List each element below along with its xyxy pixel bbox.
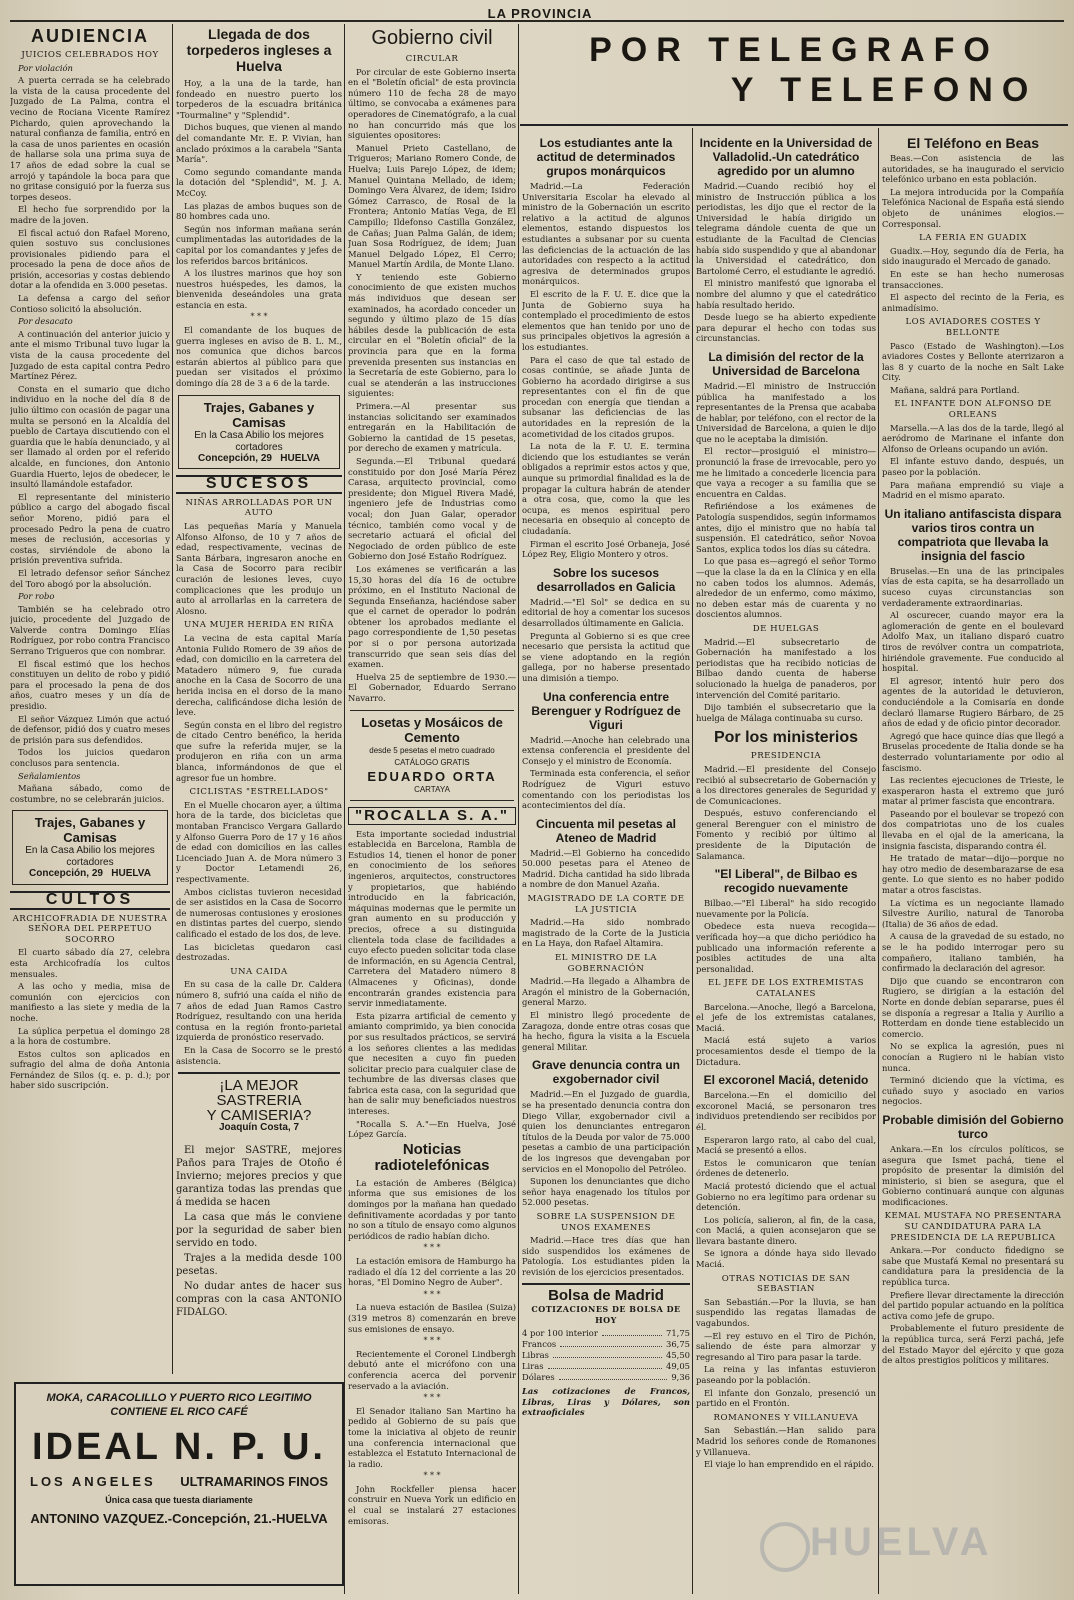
ad-title: Trajes, Gabanes y Camisas [203, 399, 315, 430]
ad-address [17, 869, 163, 880]
ad-cafe-store: LOS ANGELES [30, 1474, 156, 1489]
paragraph: Estos le comunicaron que tenían órdenes de detenerlo. [696, 1157, 876, 1179]
subtitle: JUICIOS CELEBRADOS HOY [21, 50, 159, 60]
article-title: Cincuenta mil pesetas al Ateneo de Madrid [535, 816, 677, 845]
ad-title: Trajes, Gabanes y Camisas [34, 815, 146, 846]
paragraph: Bruselas.—En una de las principales vías de esta capita, se ha desarrollado un suceso cuyas circunstancias son verdaderamente extraordinarias. [882, 565, 1064, 608]
article-title: La dimisión del rector de la Universidad de Barcelona [708, 349, 864, 378]
article-title: "ROCALLA S. A." [348, 807, 516, 825]
column-telefono [882, 130, 1064, 1594]
paragraph: Madrid.—El presidente del Consejo recibió al subsecretario de Gobernación y a los directores generales de Seguridad y de Comunicaciones. [696, 763, 876, 806]
paragraph: Esta importante sociedad industrial establecida en Barcelona, Rambla de Estudios 14, tienen el honor de poner en conocimiento de los señores ingenieros, arquitectos, constructores y propietarios, que habiéndo introducido en la fabricación, máquinas modernas que le permite un gran aumento en su producción y precios, ofrece a su distinguida clientela toda clase de facilidades a cuyo efecto pueden solicitar toda clase de información, en su Agencia Central, Carretera del Matadero número 8 (Almacenes y Oficinas), donde encontrarán grandes existencia para servir inmediatamente. [348, 828, 516, 1009]
paragraph: El aspecto del recinto de la Feria, es animadísimo. [882, 292, 1064, 313]
paragraph: En este se han hecho numerosas transacciones. [882, 268, 1064, 290]
bolsa-row-value: 71,75 [666, 1328, 690, 1339]
paragraph: Madrid.—Ha llegado a Alhambra de Aragón el ministro de la Gobernación, general Marzo. [522, 976, 690, 1008]
paragraph: Barcelona.—En el domicilio del excoronel Maciá, se personaron tres individuos pretendiendo ser recibidos por él. [696, 1090, 876, 1132]
bolsa-row [522, 1372, 690, 1383]
paragraph: Consta en el sumario que dicho individuo en la noche del día 8 de julio último con ocasión de pagar una multa se personó en la Alcaldía del pueblo de Cartaya discutiendo con el guardia que le había denunciado, y al ser llamado al orden por el referido alcalde, en funciones, don Antonio Guardia Huerto, lejos de obedecer, le insultó llamándole estafador. [10, 383, 170, 490]
ad-cafe-line-5: Única casa que tuesta diariamente [105, 1495, 253, 1505]
paragraph: Barcelona.—Anoche, llegó a Barcelona, el jefe de los extremistas catalanes, Maciá. [696, 1001, 876, 1033]
column-gobierno-civil [348, 24, 516, 1594]
subhead: DE HUELGAS [752, 623, 820, 634]
ad-text: CATÁLOGO GRATIS [394, 757, 470, 767]
paragraph: San Sebastián.—Por la lluvia, se han suspendido las regatas llamadas de vagabundos. [696, 1296, 876, 1329]
paragraph: El infante estuvo dando, después, un paseo por la población. [882, 456, 1064, 478]
paragraph: Ankara.—Por conducto fidedigno se sabe que Mustafá Kemal no presentará su candidatura para la presidencia de la república turca. [882, 1245, 1064, 1288]
bolsa-row-name: Dólares [522, 1372, 555, 1383]
paragraph: La súplica perpetua el domingo 28 a la hora de costumbre. [10, 1025, 170, 1047]
paragraph: Agregó que hace quince días que llegó a Bruselas procedente de Italia donde se ha desterrado voluntariamente por odio al fascismo. [882, 730, 1064, 773]
paragraph: Madrid.—El ministro de Instrucción pública ha manifestado a los representantes de la Prensa que acababa de hablar, por teléfono, con el rector de la Universidad de Barcelona, a quien le dijo que no le aceptaba la dimisión. [696, 380, 876, 444]
paragraph: Recientemente el Coronel Lindbergh debutó ante el micrófono con una conferencia acerca del porvenir reservado a la aviación. [348, 1348, 516, 1391]
paragraph: Madrid.—La Federación Universitaria Escolar ha elevado al ministro de la Gobernación un escrito relativo a la actitud de algunos elementos, estando dispuestos los estudiantes a subsanar por su cuenta las deficiencias de la actuación de las autoridades con respecto a la actitud agresiva de determinados grupos monárquicos. [522, 181, 690, 287]
paragraph: La estación emisora de Hamburgo ha radiado el día 12 del corriente a las 20 horas, "El Domino Negro de Auber". [348, 1256, 516, 1288]
subhead: LA FERIA EN GUADIX [919, 233, 1027, 244]
paragraph: La vecina de esta capital María Antonia Fulido Romero de 39 años de edad, con domicilio en la carretera del Matadero número 9, fue curada anoche en la Casa de Socorro de una herida incisa en el dorso de la mano derecha, calificándose dicha lesión de leve. [176, 632, 342, 718]
column-universidad [696, 130, 876, 1594]
bolsa-row [522, 1328, 690, 1339]
ad-cafe-row [16, 1474, 342, 1489]
top-rule [10, 20, 1064, 22]
article-title: Por los ministerios [713, 729, 859, 747]
paragraph: El hecho fue sorprendido por la madre de la joven. [10, 204, 170, 225]
subhead: ROMANONES Y VILLANUEVA [713, 1412, 859, 1423]
ad-cafe-line-2: CONTIENE EL RICO CAFÉ [110, 1406, 248, 1418]
paragraph: Mañana sábado, como de costumbre, no se celebrarán juicios. [10, 783, 170, 804]
paragraph: Dijo que cuando se encontraron con Rugiero, se dirigían a la estación del Norte en donde debían separarse, pues él se disponía a regresar a Italia y Aurilio a Rotterdam en donde tiene establecido un comercio. [882, 975, 1064, 1039]
paragraph: En el Muelle chocaron ayer, a última hora de la tarde, dos bicicletas que montaban Francisco Vergara Gallardo y Alfonso Guerra Poro de 17 y 16 años de edad con domicilios en las calles Licenciado Juan A. de Mora número 3 y Doctor Letamendi 26, respectivamente. [176, 799, 342, 884]
subhead: EL INFANTE DON ALFONSO DE ORLEANS [894, 399, 1052, 421]
subhead: SOBRE LA SUSPENSION DE UNOS EXAMENES [536, 1211, 676, 1233]
subhead: LOS AVIADORES COSTES Y BELLONTE [905, 317, 1041, 338]
column-divider [692, 128, 693, 1594]
paragraph: Las bicicletas quedaron casi destrozadas. [176, 941, 342, 963]
column-divider [878, 128, 879, 1594]
article-title: "El Liberal", de Bilbao es recogido nuevamente [714, 867, 858, 896]
paragraph: Madrid.—Ha sido nombrado magistrado de la Corte de la Justicia en La Haya, don Rafael Altamira. [522, 917, 690, 949]
paragraph: Madrid.—Anoche han celebrado una extensa conferencia el presidente del Consejo y el ministro de Economía. [522, 734, 690, 766]
paragraph: Dijo también el subsecretario que la huelga de Málaga continuaba su curso. [696, 702, 876, 723]
paragraph: Se ignora a dónde haya sido llevado Maciá. [696, 1248, 876, 1270]
paragraph: Trajes a la medida desde 100 pesetas. [176, 1252, 342, 1277]
article-title: Grave denuncia contra un exgobernador civil [531, 1058, 681, 1087]
banner-line-2: Y TELEFONO [730, 71, 1038, 109]
ad-text: En la Casa Abilio los mejores cortadores [194, 429, 324, 453]
paragraph: También se ha celebrado otro juicio, procedente del Juzgado de Valverde contra Domingo Elías Rodríguez, por robo contra Francisco Serrano Trigueros que con nombrar. [10, 603, 170, 657]
paragraph: El escrito de la F. U. E. dice que la Junta de Gobierno suya ha contemplado el procedimiento de estos elementos que han tenido por uno de sus principales objetivos la agresión a los estudiantes. [522, 288, 690, 352]
paragraph: El ministro manifestó que ignoraba el nombre del alumno y que el catedrático había resultado herido. [696, 278, 876, 310]
subhead: NIÑAS ARROLLADAS POR UN AUTO [185, 497, 333, 519]
separator: * * * [423, 1393, 441, 1403]
paragraph: Los exámenes se verificarán a las 15,30 horas del día 16 de octubre próximo, en el Instituto Nacional de Segunda Enseñanza, haciéndose saber que el carnet de operador lo podrán obtener los aprobados mediante el pago correspondiente de 1,50 pesetas por si o por persona autorizada transcurrido que sean seis días del examen. [348, 563, 516, 670]
subhead: CICLISTAS "ESTRELLADOS" [189, 787, 329, 798]
paragraph: Beas.—Con asistencia de las autoridades, se ha inaugurado el servicio telefónico urbano en esta población. [882, 153, 1064, 185]
ad-cafe-type: ULTRAMARINOS FINOS [180, 1474, 328, 1489]
ad-title: ¡LA MEJOR SASTRERIA [216, 1077, 302, 1110]
paragraph: La defensa a cargo del señor Contioso solicitó la absolución. [10, 293, 170, 314]
paragraph: Madrid.—Cuando recibió hoy el ministro de Instrucción pública a los periodistas, les dijo que el rector de la Universidad le había dirigido un telegrama dándole cuenta de que un estudiante de la Facultad de Ciencias había sido suspendido y que al abandonar la Universidad el catedrático, don Bartolomé Cerro, el estudiante le agredió. [696, 181, 876, 276]
ad-city: CARTAYA [414, 784, 450, 794]
masthead: LA PROVINCIA [487, 6, 593, 21]
paragraph: Madrid.—El subsecretario de Gobernación ha manifestado a los periodistas que ha recibido noticias de Bilbao dando cuenta de haberse solucionado la huelga de panaderos, por intervención del Comité paritario. [696, 636, 876, 700]
paragraph: El agresor, intentó huir pero dos agentes de la autoridad le detuvieron, conduciéndole a la Comisaría en donde declaró llamarse Rugiero Bárbaro, de 25 años de edad y de oficio pintor decorador. [882, 675, 1064, 729]
paragraph: La casa que más le conviene por la seguridad de saber bien servido en todo. [176, 1211, 342, 1249]
column-divider [344, 24, 345, 1594]
separator: * * * [250, 312, 268, 322]
paragraph: Primera.—Al presentar sus instancias solicitando ser examinados entregarán en la Habilitación de Gobierno la cantidad de 15 pesetas, por derecho de examen y matrícula. [348, 401, 516, 454]
paragraph: A las ocho y media, misa de comunión con ejercicios con manifiesto a las siete y media de la noche. [10, 981, 170, 1023]
paragraph: Bilbao.—"El Liberal" ha sido recogido nuevamente por la Policía. [696, 898, 876, 919]
ad-title-2: Y CAMISERIA? [206, 1107, 312, 1125]
article-title: El Teléfono en Beas [907, 135, 1039, 151]
article-title: Gobierno civil [371, 27, 493, 49]
subhead: MAGISTRADO DE LA CORTE DE LA JUSTICIA [527, 894, 685, 915]
paragraph: No se explica la agresión, pues ni conocían a Rugiero ni le habían visto nunca. [882, 1041, 1064, 1073]
paragraph: Para el caso de que tal estado de cosas continúe, se añade Junta de Gobierno ha acordado dirigirse a sus representantes con el fin de que procedan con energía que tiendan a subsanar las deficiencias de las autoridades en la represión de la acometividad de los citados grupos. [522, 354, 690, 439]
subhead: EL JEFE DE LOS EXTREMISTAS CATALANES [708, 978, 864, 999]
column-audiencia [10, 24, 170, 1594]
paragraph: Prefiere llevar directamente la dirección del partido popular actuando en la política activa como jefe de grupo. [882, 1289, 1064, 1321]
subhead: KEMAL MUSTAFA NO PRESENTARA SU CANDIDATURA PARA LA PRESIDENCIA DE LA REPUBLICA [884, 1211, 1062, 1243]
paragraph: Marsella.—A las dos de la tarde, llegó al aeródromo de Marinane el infante don Alfonso de Orleans ocupando un avión. [882, 422, 1064, 454]
ad-trajes [178, 395, 340, 470]
ad-text: desde 5 pesetas el metro cuadrado [369, 745, 495, 755]
bolsa-row [522, 1339, 690, 1350]
subhead: PRESIDENCIA [750, 751, 822, 762]
ad-trajes [12, 810, 168, 885]
paragraph: Y teniendo este Gobierno conocimiento de que existen muchos más individuos que desean ser examinados, ha acordado conceder un segundo y último plazo de 15 días hábiles desde la publicación de esta circular en el "Boletín oficial" de la provincia para que en la forma prevenida presenten sus instancias en la Secretaría de este Gobierno, para lo cual se atenderán a las instrucciones siguientes: [348, 271, 516, 399]
paragraph: Las pequeñas María y Manuela Alfonso Alfonso, de 10 y 7 años de edad, respectivamente, vecinas de Santa Bárbara, ingresaron anoche en la Casa de Socorro para recibir curación de lesiones leves, cuyo complicaciones que les produjo un auto al arrollarlas en la carretera de Alosno. [176, 521, 342, 616]
leader-dots [559, 1372, 668, 1380]
paragraph: Según nos informan mañana serán cumplimentadas las autoridades de la capital por los comandantes y jefes de los referidos barcos británicos. [176, 223, 342, 266]
bolsa-row-value: 49,05 [666, 1361, 690, 1372]
paragraph: Probablemente el futuro presidente de la república turca, será Ferzi pachá, jefe del Estado Mayor del ejército y que goza de altos prestigios políticos y militares. [882, 1323, 1064, 1366]
paragraph: "Rocalla S. A."—En Huelva, José López García. [348, 1118, 516, 1140]
paragraph: Lo que pasa es—agregó el señor Tormo—que la clase la da en la Clínica y en ella no caben todos los alumnos. Además, alrededor de un enfermo, como máximo, no deben estar más de cuarenta y no doscientos alumnos. [696, 556, 876, 620]
label: Por desacato [18, 316, 73, 327]
paragraph: El fiscal estimó que los hechos constituyen un delito de robo y pidió para el procesado la pena de dos años, cuatro meses y un día de presidio. [10, 658, 170, 712]
paragraph: San Sebastián.—Han salido para Madrid los señores conde de Romanones y Villanueva. [696, 1425, 876, 1457]
paragraph: Mañana, saldrá para Portland. [890, 384, 1020, 395]
label: Señalamientos [18, 770, 81, 781]
article-title: Noticias radiotelefónicas [374, 1140, 490, 1174]
article-title: Los estudiantes ante la actitud de determinados grupos monárquicos [536, 136, 676, 178]
bolsa-row-name: 4 por 100 interior [522, 1328, 598, 1339]
article-title: Un italiano antifascista dispara varios tiros contra un compatriota que llevaba la insignia del fascio [884, 506, 1062, 563]
paragraph: Hoy, a la una de la tarde, han fondeado en nuestro puerto los torpederos de la escuadra británica "Tourmaline" y "Splendid". [176, 78, 342, 120]
column-divider [518, 24, 519, 1594]
paragraph: Ankara.—En los círculos políticos, se asegura que Ismet pachá, tiene el propósito de presentar la dimisión del ministerio, si bien se asegura, que el Gobierno continuará aunque con algunas modificaciones. [882, 1143, 1064, 1207]
subtitle: ARCHICOFRADIA DE NUESTRA SEÑORA DEL PERPETUO SOCORRO [12, 913, 168, 945]
section-title-cultos: CULTOS [10, 891, 170, 910]
paragraph: Los policía, salieron, al fin, de la casa, con Maciá, a quien aconsejaron que se llevara bastante dinero. [696, 1214, 876, 1246]
paragraph: Manuel Prieto Castellano, de Trigueros; Mariano Romero Conde, de Huelva; Luis Parejo López, de idem; Manuel Quintana Mellado, de idem; Domingo Vera Álvarez, de idem; Isidro Gómez Carrasco, de Rosal de la Frontera; Antonio Matías Vega, de El Campillo; Ildefonso Castilla González, de Cañas; Juan Palma Galán, de idem; Juan Sosa Rodríguez, de idem; Juan Manuel Delgado López, El Cerro; Manuel Martín Ardila, de Monte Llano. [348, 142, 516, 270]
paragraph: En su casa de la calle Dr. Caldera número 8, sufrió una caída el niño de 7 años de edad Juan Ramos Castro Rodríguez, resultando con una herida contusa en la región fronto-parietal izquierda de pronóstico reservado. [176, 979, 342, 1043]
paragraph: Esta pizarra artificial de cemento y amianto comprimido, ya bien conocida por sus resultados prácticos, se servirá a los señores clientes a las medidas que necesiten a cuyo fin pueden solicitar precio para cualquier clase de techumbre de las diversas clases que fabrica esta casa, con la seguridad que han de salir muy beneficiados nuestros intereses. [348, 1010, 516, 1117]
article-title: Incidente en la Universidad de Valladolid.-Un catedrático agredido por un alumno [699, 136, 873, 178]
bolsa-row [522, 1361, 690, 1372]
paragraph: Estos cultos son aplicados en sufragio del alma de doña Antonia Fernández de Silos (q. e. p. d.); por haber sido suscripción. [10, 1048, 170, 1091]
paragraph: Madrid.—En el Juzgado de guardia, se ha presentado denuncia contra don Diego Villar, exgobernador civil a quien los denunciantes entregaron títulos de la Deuda por valor de 75.000 pesetas a cambio de una participación de los ingresos que devengaban por servicios en el Monopolio del Petróleo. [522, 1089, 690, 1174]
paragraph: Después, estuvo conferenciando el general Berenguer con el ministro de Fomento y recibió por último al presidente de la Diputación de Salamanca. [696, 808, 876, 861]
paragraph: He tratado de matar—dijo—porque no hay otro medio de desembarazarse de esa gente. Lo que siento es no haber podido matar a otros fascistas. [882, 853, 1064, 896]
paragraph: El infante don Gonzalo, presenció un partido en el Frontón. [696, 1387, 876, 1409]
paragraph: Madrid.—"El Sol" se dedica en su editorial de hoy a comentar los sucesos desarrollados últimamente en Galicia. [522, 596, 690, 628]
paragraph: Paseando por el boulevar se tropezó con dos compatriotas uno de los cuales llevaba en el ojal de la americana, la insignia fascista, disparando contra él. [882, 808, 1064, 851]
watermark [810, 1520, 1010, 1590]
paragraph: Huelva 25 de septiembre de 1930.—El Gobernador, Eduardo Serrano Navarro. [348, 671, 516, 704]
paragraph: Como segundo comandante manda la dotación del "Splendid", M. J. A. McCoy. [176, 166, 342, 198]
paragraph: En la Casa de Socorro se le prestó asistencia. [176, 1044, 342, 1066]
paragraph: Terminada esta conferencia, el señor Rodríguez de Viguri estuvo comentando con los periodistas los acontecimientos del día. [522, 768, 690, 811]
leader-dots [602, 1328, 662, 1336]
watermark-text: HUELVA [810, 1520, 993, 1564]
ad-sastreria [178, 1072, 340, 1138]
ad-street: Concepción, 29 [29, 868, 103, 880]
paragraph: Las plazas de ambos buques son de 80 hombres cada uno. [176, 200, 342, 222]
paragraph: El rector—prosiguió el ministro—pronunció la frase de irrevocable, pero yo me he limitado a concederle licencia para que vaya a recoger a su familia que se encuentra en Caldas. [696, 446, 876, 499]
paragraph: El fiscal actuó don Rafael Moreno, quien sostuvo sus conclusiones provisionales pidiendo para el procesado la pena de doce años de prisión, accesorias y costas debiendo dotar a la ofendida en 3.000 pesetas. [10, 227, 170, 291]
paragraph: La nota de la F. U. E. termina diciendo que los estudiantes se verán obligados a reprimir estos actos y que, aunque su primordial finalidad es la de propagar la cultura habrán de atender a otra cosa, que, como la que les ocupa, es menos espiritual pero necesaria en obsequio al concepto de ciudadanía. [522, 441, 690, 536]
bolsa-title: Bolsa de Madrid [548, 1287, 664, 1305]
paragraph: Suponen los denunciantes que dicho señor haya enagenado los títulos por 52.000 pesetas. [522, 1176, 690, 1208]
telegraph-banner [520, 24, 1068, 124]
paragraph: La reina y las infantas estuvieron paseando por la población. [696, 1364, 876, 1385]
paragraph: A continuación del anterior juicio y ante el mismo Tribunal tuvo lugar la vista de la causa procedente del Juzgado de esta capital contra Pedro Martínez Pérez. [10, 328, 170, 382]
paragraph: Ambos ciclistas tuvieron necesidad de ser asistidos en la Casa de Socorro de numerosas contusiones y erosiones en distintas partes del cuerpo, siendo calificado el estado de los dos, de leve. [176, 886, 342, 939]
subhead: OTRAS NOTICIAS DE SAN SEBASTIAN [721, 1273, 851, 1295]
paragraph: Todos los juicios quedaron conclusos para sentencia. [10, 747, 170, 768]
paragraph: Para mañana emprendió su viaje a Madrid en el mismo aparato. [882, 479, 1064, 501]
paragraph: Madrid.—El Gobierno ha concedido 50.000 pesetas para el Ateneo de Madrid. Dicha cantidad ha sido librada a nombre de don Manuel Azaña. [522, 847, 690, 890]
separator: * * * [423, 1336, 441, 1346]
paragraph: Guadix.—Hoy, segundo día de Feria, ha sido inaugurado el Mercado de ganado. [882, 245, 1064, 267]
ad-cafe-brand: IDEAL N. P. U. [32, 1426, 326, 1468]
paragraph: Por circular de este Gobierno inserta en el "Boletín oficial" de esta provincia número 110 de fecha 28 de mayo último, se convocaba a exámenes para operadores de Cinematógrafo, a la cual no han concurrido más que los siguientes opositores: [348, 66, 516, 141]
column-estudiantes [522, 130, 690, 1594]
paragraph: El viaje lo han emprendido en el rápido. [704, 1459, 874, 1470]
ad-cafe-owner: ANTONINO VAZQUEZ.-Concepción, 21.-HUELVA [30, 1511, 328, 1526]
article-title: Llegada de dos torpederos ingleses a Huelva [186, 26, 332, 74]
paragraph: A causa de la gravedad de su estado, no se le ha podido interrogar pero su compañero, italiano también, ha confirmado la declaración del agresor. [882, 931, 1064, 974]
paragraph: Pregunta al Gobierno si es que cree necesario que persista la actitud que se viene adoptando en la región gallega, por no haberse presentado una dimisión a tiempo. [522, 630, 690, 683]
subhead: CIRCULAR [405, 54, 459, 64]
bolsa-table [522, 1328, 690, 1383]
paragraph: El mejor SASTRE, mejores Paños para Trajes de Otoño é Invierno; mejores precios y que garantiza todas las prendas que á medida se hacen [176, 1144, 342, 1208]
ad-address: Joaquín Costa, 7 [218, 1122, 299, 1134]
subhead: EL MINISTRO DE LA GOBERNACIÓN [555, 953, 657, 974]
paragraph: Firman el escrito José Orbaneja, José López Rey, Eligio Montero y otros. [522, 538, 690, 560]
bolsa-row [522, 1350, 690, 1361]
paragraph: A los ilustres marinos que hoy son nuestros huéspedes, les damos, la bienvenida deseándoles una grata estancia en esta. [176, 268, 342, 310]
watermark-logo-icon [760, 1522, 810, 1572]
article-title: Una conferencia entre Berenguer y Rodríguez de Viguri [531, 689, 681, 732]
bolsa-row-value: 9,36 [671, 1372, 690, 1383]
ad-cafe-line-1: MOKA, CARACOLILLO Y PUERTO RICO LEGITIMO [46, 1392, 312, 1404]
paragraph: —El rey estuvo en el Tiro de Pichón, saliendo de éste para almorzar y regresando al Tiro para pasar la tarde. [696, 1330, 876, 1362]
paragraph: Según consta en el libro del registro de citado Centro benéfico, la herida que sufre la referida mujer, se la produjeron en riña con un arma blanca, informándonos de que el agresor fue un hombre. [176, 719, 342, 783]
label: Por violación [18, 62, 73, 73]
article-title: Sobre los sucesos desarrollados en Galicia [536, 565, 676, 594]
bolsa-box [522, 1283, 690, 1418]
ad-city: HUELVA [280, 452, 320, 464]
ad-name: EDUARDO ORTA [367, 768, 497, 784]
separator: * * * [423, 1471, 441, 1481]
paragraph: Terminó diciendo que la víctima, es cuñado suyo y asociado en varios negocios. [882, 1075, 1064, 1107]
bolsa-row-name: Liras [522, 1361, 544, 1372]
ad-cafe [14, 1382, 344, 1586]
paragraph: Maciá protestó diciendo que el actual Gobierno no era legítimo para ordenar su detención. [696, 1180, 876, 1213]
ad-address [183, 454, 335, 465]
leader-dots [560, 1339, 662, 1347]
ad-title: Losetas y Mosáicos de Cemento [361, 714, 503, 745]
article-title: Probable dimisión del Gobierno turco [882, 1112, 1064, 1141]
paragraph: El comandante de los buques de guerra ingleses en aviso de B. L. M., nos comunica que dichos barcos estarán abiertos al público para que puedan ser visitados el próximo domingo día 28 de 3 a 6 de la tarde. [176, 325, 342, 389]
ad-losetas [350, 710, 514, 801]
paragraph: El cuarto sábado día 27, celebra esta Archicofradía los cultos mensuales. [10, 947, 170, 979]
paragraph: Obedece esta nueva recogida—veríficada hoy—a que dicho periódico ha publicado una información referente a posibles actitudes de una alta personalidad. [696, 921, 876, 974]
paragraph: Maciá está sujeto a varios procesamientos desde el tiempo de la Dictadura. [696, 1035, 876, 1067]
bolsa-subtitle: COTIZACIONES DE BOLSA DE HOY [531, 1304, 681, 1325]
paragraph: Refiriéndose a los exámenes de Patología suspendidos, según informamos antes, dijo el ministro que no había tal suspensión. El catedrático, señor Novoa Santos, explica todos los días su cátedra. [696, 501, 876, 554]
bolsa-note: Las cotizaciones de Francos, Libras, Liras y Dólares, son extraoficiales [522, 1386, 690, 1418]
paragraph: Pasco (Estado de Washington).—Los aviadores Costes y Bellonte aterrizaron a las 8 y cuarto de la noche en Salt Lake City. [882, 340, 1064, 383]
paragraph: La nueva estación de Basilea (Suiza) (319 metros 8) comenzarán en breve sus emisiones de ensayo. [348, 1302, 516, 1334]
bolsa-row-value: 36,75 [666, 1339, 690, 1350]
section-title-sucesos: SUCESOS [176, 475, 342, 494]
paragraph: El letrado defensor señor Sánchez del Toro abogó por la absolución. [10, 567, 170, 589]
paragraph: La estación de Amberes (Bélgica) informa que sus emisiones de los domingos por la mañana han quedado definitivamente acordadas y por tanto no son a título de ensayo como algunos periódicos de radio habían dicho. [348, 1177, 516, 1241]
leader-dots [553, 1350, 662, 1358]
paragraph: La mejora introducida por la Compañía Telefónica Nacional de España está siendo objeto de unánimes elogios.—Corresponsal. [882, 186, 1064, 229]
paragraph: A puerta cerrada se ha celebrado la vista de la causa procedente del Juzgado de La Palma, contra el vecino de Rociana Vicente Ramírez Pichardo, quien aprovechando la natural confianza de familia, entró en la casa de unos parientes en ocasión de hallarse sola una prima suya de 17 años de edad sobre la cual se arrojó y tapándole la boca para que no gritase consiguió por la fuerza sus torpes deseos. [10, 75, 170, 202]
bolsa-row-value: 45,50 [666, 1350, 690, 1361]
paragraph: Dichos buques, que vienen al mando del comandante Mr. E. P. Vivian, han anclado próximos a la carabela "Santa María". [176, 122, 342, 165]
paragraph: No dudar antes de hacer sus compras con la casa ANTONIO FIDALGO. [176, 1280, 342, 1318]
column-divider [172, 24, 173, 1374]
label: Por robo [18, 591, 55, 602]
subhead: UNA MUJER HERIDA EN RIÑA [183, 620, 334, 631]
ad-street: Concepción, 29 [198, 452, 272, 464]
paragraph: Al oscurecer, cuando mayor era la aglomeración de gente en el boulevard Adolfo Max, un italiano disparó cuatro tiros de revólver contra un compatriota, hiriéndole gravemente. Fue conducido al hospital. [882, 610, 1064, 674]
ad-text: En la Casa Abilio los mejores cortadores [25, 845, 155, 869]
paragraph: Esperaron largo rato, al cabo del cual, Maciá se presentó a ellos. [696, 1134, 876, 1156]
paragraph: El Senador italiano San Martino ha pedido al Gobierno de su país que tome la iniciativa al objeto de reunir una conferencia internacional que establezca el Estatuto Internacional de la radio. [348, 1405, 516, 1469]
bolsa-row-name: Libras [522, 1350, 549, 1361]
paragraph: La víctima es un negociante llamado Silvestre Aurilio, natural de Tanoroba (Italia) de 36 años de edad. [882, 897, 1064, 929]
paragraph: Desde luego se ha abierto expediente para depurar el hecho con todas sus circunstancias. [696, 312, 876, 344]
paragraph: Las recientes ejecuciones de Trieste, le exasperaron hasta el extremo que juró matar al primer fascista que encontrara. [882, 775, 1064, 807]
paragraph: El representante del ministerio público a cargo del abogado fiscal señor Moreno, pidió para el procesado Pedro la pena de cuatro meses de reclusión, accesorias y costas, sirviéndole de abono la prisión preventiva sufrida. [10, 491, 170, 566]
paragraph: Madrid.—Hace tres días que han sido suspendidos los exámenes de Patología. Los estudiantes piden la revisión de los ejercicios presentados. [522, 1235, 690, 1277]
separator: * * * [423, 1289, 441, 1299]
subhead: UNA CAIDA [230, 966, 288, 977]
banner-rule [520, 124, 1068, 126]
bolsa-row-name: Francos [522, 1339, 557, 1350]
paragraph: El ministro llegó procedente de Zaragoza, donde entre otras cosas que ha hecho, figura la visita a la Escuela general Militar. [522, 1010, 690, 1052]
ad-city: HUELVA [111, 868, 151, 880]
article-title: El excoronel Maciá, detenido [703, 1073, 869, 1088]
column-torpederos [176, 24, 342, 1374]
section-title-audiencia: AUDIENCIA [30, 26, 149, 46]
paragraph: El señor Vázquez Limón que actuó de defensor, pidió dos y cuatro meses de prisión para sus defendidos. [10, 713, 170, 745]
leader-dots [548, 1361, 662, 1369]
banner-line-1: POR TELEGRAFO [589, 31, 999, 69]
paragraph: John Rockfeller piensa hacer construir en Nueva York un edificio en el cual se instalará 27 estaciones emisoras. [348, 1483, 516, 1526]
paragraph: Segunda.—El Tribunal quedará constituido por don José María Pérez Carasa, arquitecto provincial, como presidente; don Miguel Rivera Madé, ingeniero jefe de Industrias como vocal; don Juan Galar, operador técnico, también como vocal y de secretario actuará el oficial del Negociado de orden público de este Gobierno don José Estaño Rodríguez. [348, 455, 516, 562]
separator: * * * [423, 1243, 441, 1253]
